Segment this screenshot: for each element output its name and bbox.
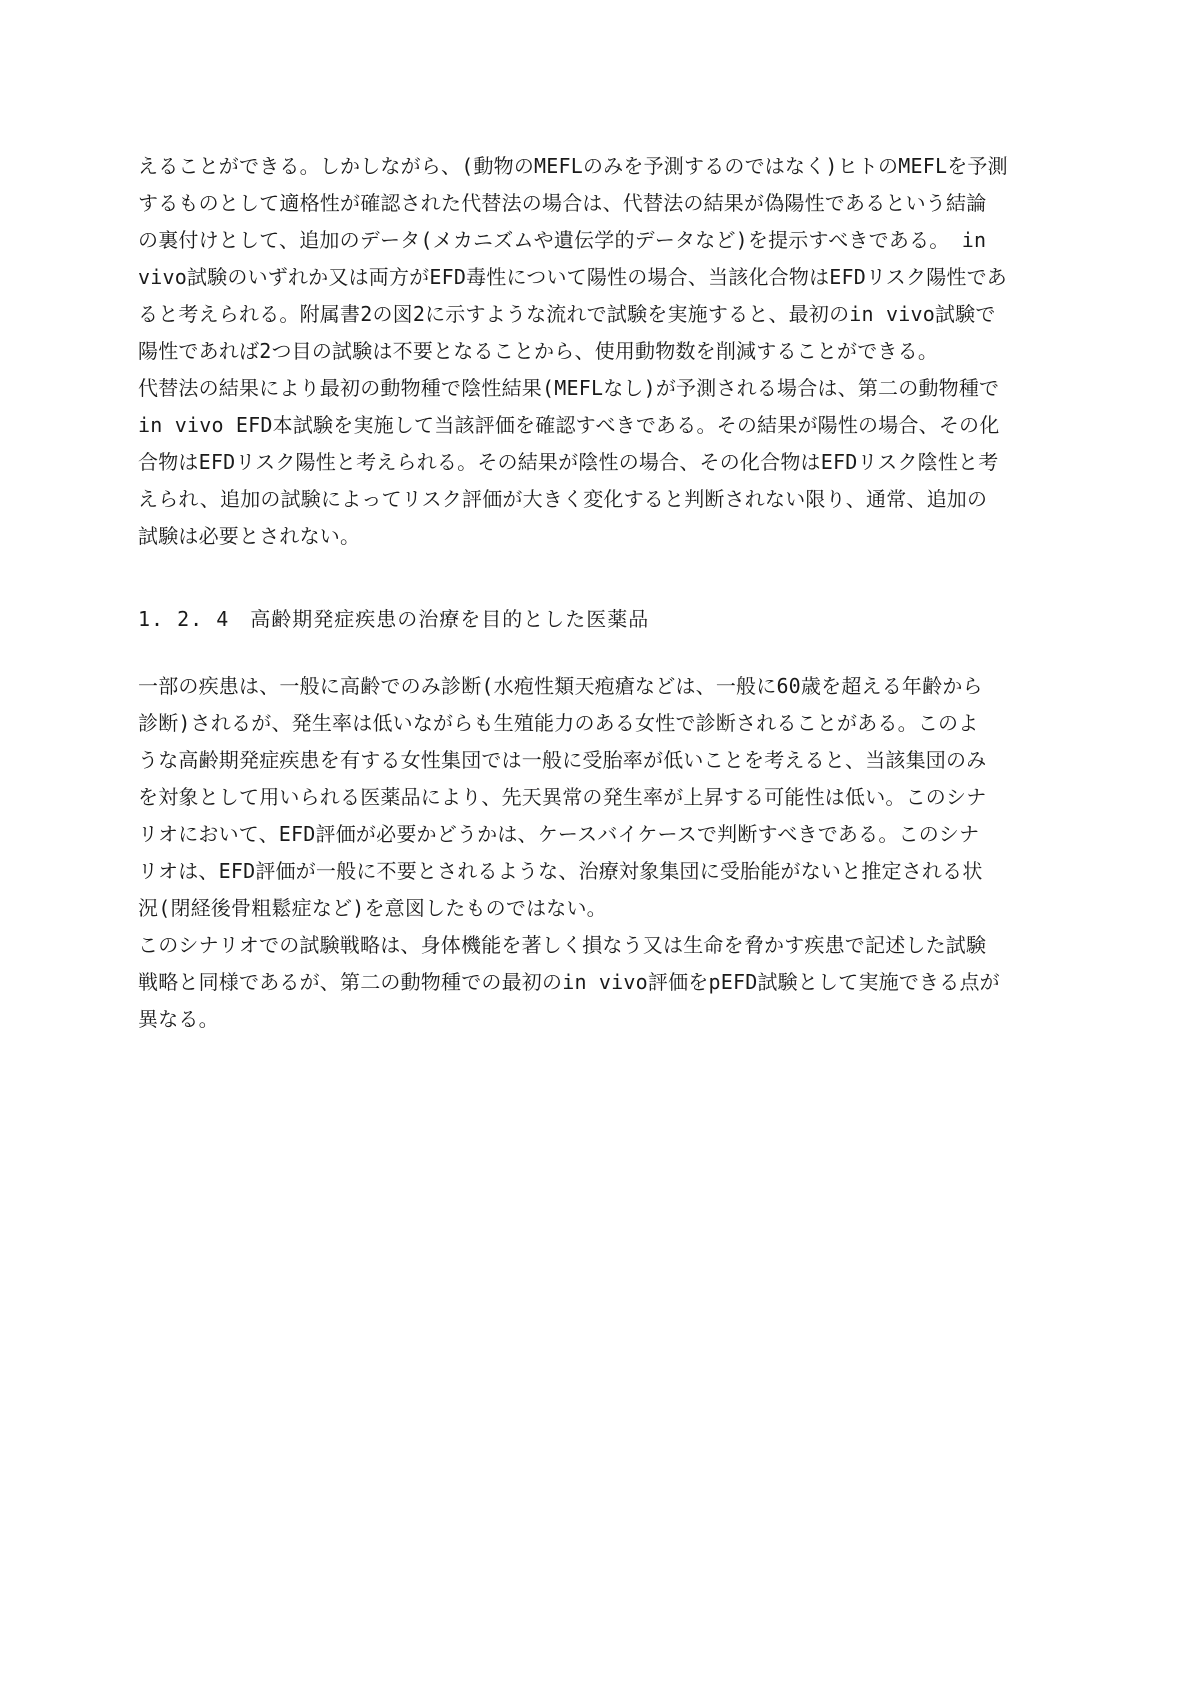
paragraph-line: このシナリオでの試験戦略は、身体機能を著しく損なう又は生命を脅かす疾患で記述した試験 [138, 933, 987, 957]
paragraph-line: 合物はEFDリスク陽性と考えられる。その結果が陰性の場合、その化合物はEFDリスク陰性と考 [138, 450, 999, 474]
paragraph-line: 異なる。 [138, 1007, 219, 1031]
paragraph-line: in vivo EFD本試験を実施して当該評価を確認すべきである。その結果が陽性の場合、その化 [138, 413, 1000, 437]
paragraph-line: を対象として用いられる医薬品により、先天異常の発生率が上昇する可能性は低い。このシナ [138, 785, 987, 809]
paragraph-line: リオにおいて、EFD評価が必要かどうかは、ケースバイケースで判断すべきである。このシナ [138, 822, 980, 846]
paragraph-line: 戦略と同様であるが、第二の動物種での最初のin vivo評価をpEFD試験として実施できる点が [138, 970, 1000, 994]
paragraph-line: えることができる。しかしながら、(動物のMEFLのみを予測するのではなく)ヒトのMEFLを予測 [138, 154, 1008, 178]
paragraph-block-2 [138, 668, 1050, 1038]
paragraph-line: 代替法の結果により最初の動物種で陰性結果(MEFLなし)が予測される場合は、第二の動物種で [138, 376, 1000, 400]
paragraph-line: ると考えられる。附属書2の図2に示すような流れで試験を実施すると、最初のin vivo試験で [138, 302, 996, 326]
section-heading-block [138, 601, 1050, 638]
paragraph-line: 一部の疾患は、一般に高齢でのみ診断(水疱性類天疱瘡などは、一般に60歳を超える年齢から [138, 674, 983, 698]
section-heading: 1. 2. 4 高齢期発症疾患の治療を目的とした医薬品 [138, 607, 650, 631]
paragraph-line: 診断)されるが、発生率は低いながらも生殖能力のある女性で診断されることがある。このよ [138, 711, 979, 735]
paragraph-line: 試験は必要とされない。 [138, 524, 361, 548]
paragraph-line: の裏付けとして、追加のデータ(メカニズムや遺伝学的データなど)を提示すべきである。 in [138, 228, 987, 252]
paragraph-line: うな高齢期発症疾患を有する女性集団では一般に受胎率が低いことを考えると、当該集団のみ [138, 748, 987, 772]
paragraph-line: リオは、EFD評価が一般に不要とされるような、治療対象集団に受胎能がないと推定される状 [138, 859, 983, 883]
paragraph-line: vivo試験のいずれか又は両方がEFD毒性について陽性の場合、当該化合物はEFDリスク陽性であ [138, 265, 1008, 289]
paragraph-line: 陽性であれば2つ目の試験は不要となることから、使用動物数を削減することができる。 [138, 339, 939, 363]
paragraph-block-1 [138, 148, 1050, 555]
paragraph-line: 況(閉経後骨粗鬆症など)を意図したものではない。 [138, 896, 607, 920]
paragraph-line: するものとして適格性が確認された代替法の場合は、代替法の結果が偽陽性であるという結論 [138, 191, 987, 215]
paragraph-line: えられ、追加の試験によってリスク評価が大きく変化すると判断されない限り、通常、追加の [138, 487, 988, 511]
